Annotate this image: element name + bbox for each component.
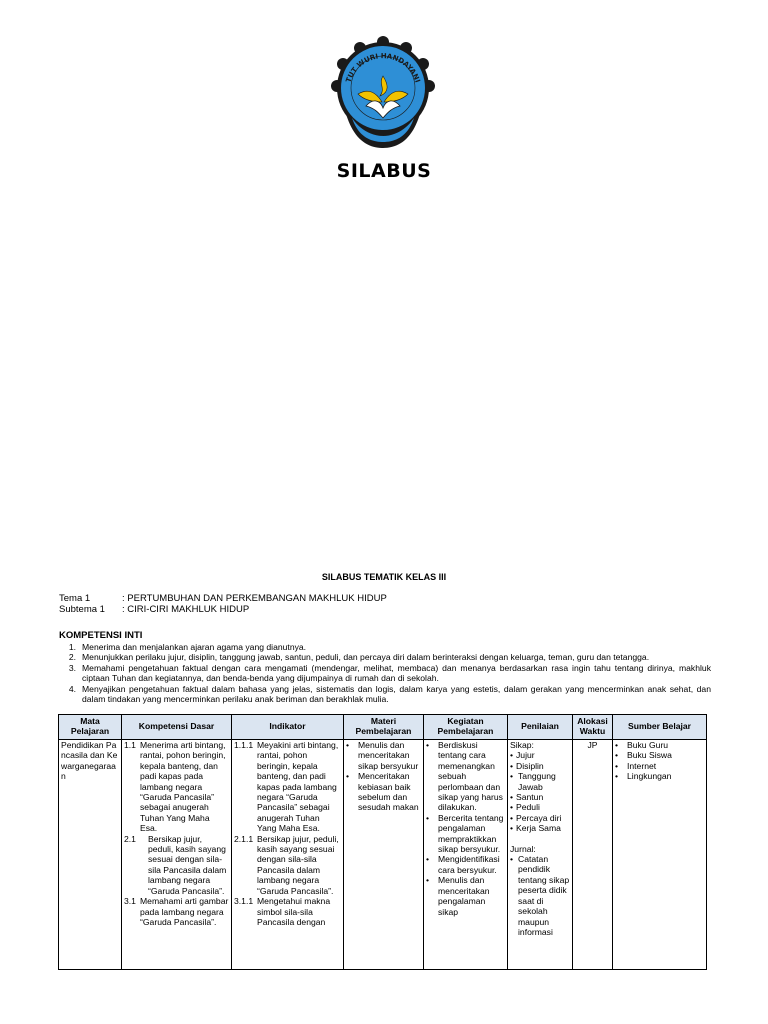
indikator-number: 3.1.1 (234, 896, 254, 907)
bullet-icon: • (510, 750, 514, 761)
sumber-text: Buku Siswa (627, 750, 672, 761)
sikap-item (510, 823, 570, 833)
indikator-item (234, 740, 341, 834)
bullet-icon: • (426, 812, 430, 823)
col-header-penilaian: Penilaian (508, 715, 573, 740)
list-item (59, 642, 711, 652)
bullet-icon: • (510, 771, 514, 782)
meta-value: : CIRI-CIRI MAKHLUK HIDUP (122, 604, 250, 615)
document-title: SILABUS TEMATIK KELAS III (321, 572, 447, 582)
indikator-item (234, 896, 341, 927)
logo-motto: TUT WURI HANDAYANI (344, 52, 422, 84)
indikator-text: Mengetahui makna simbol sila-sila Pancasila dengan (257, 896, 331, 927)
bullet-icon: • (426, 875, 430, 886)
sikap-item (510, 750, 570, 760)
col-header-kegiatan: Kegiatan Pembelajaran (424, 715, 508, 740)
silabus-table (58, 714, 707, 970)
col-header-kompetensi-dasar: Kompetensi Dasar (122, 715, 232, 740)
sumber-item (615, 761, 704, 771)
kegiatan-text: Berdiskusi tentang cara memenangkan sebuah perlombaan dan sikap yang harus dilakukan. (438, 740, 503, 813)
jurnal-text: Catatan pendidik tentang sikap peserta didik saat di sekolah maupun informasi (518, 854, 570, 937)
bullet-icon: • (510, 823, 514, 834)
kegiatan-text: Bercerita tentang pengalaman mempraktikkan sikap bersyukur. (438, 812, 504, 855)
table-header-row (59, 715, 707, 740)
cell-materi (344, 740, 424, 970)
cell-kegiatan (424, 740, 508, 970)
item-number: 1. (68, 642, 76, 652)
col-header-materi: Materi Pembelajaran (344, 715, 424, 740)
item-text: Menunjukkan perilaku jujur, disiplin, tanggung jawab, santun, peduli, dan percaya diri dalam berinteraksi dengan keluarga, teman, guru dan tetangga. (82, 652, 650, 663)
kd-number: 1.1 (124, 740, 136, 750)
cell-kompetensi-dasar (122, 740, 232, 970)
bullet-icon: • (346, 740, 350, 750)
bullet-icon: • (346, 771, 350, 782)
indikator-item (234, 834, 341, 896)
penilaian-sikap-label: Sikap: (510, 740, 534, 750)
sumber-text: Buku Guru (627, 740, 669, 750)
indikator-text: Bersikap jujur, peduli, kasih sayang sesuai dengan sila-sila Pancasila dalam lambang negara “Garuda Pancasila”. (257, 833, 339, 896)
bullet-icon: • (615, 771, 619, 782)
item-text: Memahami pengetahuan faktual dengan cara mengamati (mendengar, melihat, membaca) dan menanya berdasarkan rasa ingin tahu tentang dirinya, makhluk ciptaan Tuhan dan kegiatannya, dan benda-benda yang dijumpainya di rumah dan di sekolah. (82, 662, 711, 684)
penilaian-jurnal-label: Jurnal: (510, 843, 536, 854)
materi-text: Menulis dan menceritakan sikap bersyukur (358, 740, 419, 771)
cell-mata-pelajaran (59, 740, 122, 970)
sikap-item (510, 792, 570, 802)
jurnal-item (510, 854, 570, 937)
sikap-text: Percaya diri (516, 812, 562, 823)
bullet-icon: • (510, 792, 514, 803)
item-number: 2. (68, 652, 76, 663)
kompetensi-inti-heading: KOMPETENSI INTI (59, 630, 143, 641)
materi-item (346, 740, 421, 771)
sumber-item (615, 771, 704, 781)
list-item (59, 684, 711, 705)
col-header-sumber: Sumber Belajar (613, 715, 707, 740)
cell-indikator (232, 740, 344, 970)
sumber-item (615, 740, 704, 750)
item-text: Menyajikan pengetahuan faktual dalam bahasa yang jelas, sistematis dan logis, dalam karya yang estetis, dalam gerakan yang mencerminkan anak sehat, dan dalam tindakan yang mencerminkan perilaku anak beriman dan berakhlak mulia. (82, 683, 711, 705)
bullet-icon: • (510, 802, 514, 813)
meta-key: Subtema 1 (59, 604, 105, 615)
bullet-icon: • (510, 760, 514, 771)
meta-tema (59, 593, 387, 604)
cell-alokasi (573, 740, 613, 970)
sikap-text: Disiplin (516, 760, 544, 771)
bullet-icon: • (426, 854, 430, 865)
sikap-text: Kerja Sama (516, 823, 561, 834)
sumber-text: Lingkungan (627, 771, 672, 782)
sumber-item (615, 750, 704, 760)
kegiatan-text: Mengidentifikasi cara bersyukur. (438, 854, 500, 875)
bullet-icon: • (615, 760, 619, 771)
kd-number: 2.1 (124, 833, 136, 844)
list-item (59, 652, 711, 662)
col-header-alokasi: Alokasi Waktu (573, 715, 613, 740)
kd-item (124, 834, 229, 896)
kegiatan-item (426, 854, 505, 875)
col-header-indikator: Indikator (232, 715, 344, 740)
col-header-mata-pelajaran: Mata Pelajaran (59, 715, 122, 740)
bullet-icon: • (615, 750, 619, 761)
alokasi-text: JP (587, 740, 598, 750)
sikap-item (510, 802, 570, 812)
sikap-text: Jujur (516, 750, 535, 761)
bullet-icon: • (510, 812, 514, 823)
materi-text: Menceritakan kebiasan baik sebelum dan sesudah makan (358, 771, 419, 813)
kegiatan-text: Menulis dan menceritakan pengalaman sikap (438, 875, 490, 917)
kd-text: Menerima arti bintang, rantai, pohon beringin, kepala banteng, dan padi kapas pada lambang negara “Garuda Pancasila” sebagai anugerah Tuhan Yang Maha Esa. (140, 740, 226, 834)
item-number: 3. (68, 662, 76, 673)
mata-pelajaran-text: Pendidikan Pancasila dan Kewarganegaraan (61, 740, 118, 782)
indikator-number: 1.1.1 (234, 740, 254, 750)
meta-subtema (59, 604, 249, 615)
kegiatan-item (426, 740, 505, 813)
kd-item (124, 896, 229, 927)
cell-penilaian (508, 740, 573, 970)
cover-title: SILABUS (336, 160, 432, 182)
meta-value: : PERTUMBUHAN DAN PERKEMBANGAN MAKHLUK HIDUP (122, 593, 387, 604)
indikator-number: 2.1.1 (234, 833, 254, 844)
bullet-icon: • (510, 854, 514, 865)
sikap-item (510, 761, 570, 771)
item-number: 4. (68, 683, 76, 694)
kd-text: Memahami arti gambar pada lambang negara “Garuda Pancasila”. (140, 896, 229, 927)
bullet-icon: • (426, 740, 430, 750)
cell-sumber (613, 740, 707, 970)
item-text: Menerima dan menjalankan ajaran agama yang dianutnya. (82, 642, 307, 652)
sikap-item (510, 771, 570, 792)
materi-item (346, 771, 421, 813)
sikap-text: Tanggung Jawab (518, 771, 556, 792)
sikap-text: Peduli (516, 802, 540, 813)
sikap-item (510, 813, 570, 823)
kd-item (124, 740, 229, 834)
tut-wuri-handayani-logo-icon (328, 36, 438, 154)
meta-key: Tema 1 (59, 593, 91, 604)
kd-number: 3.1 (124, 896, 136, 907)
kegiatan-item (426, 813, 505, 855)
sikap-text: Santun (516, 792, 544, 803)
kegiatan-item (426, 875, 505, 917)
sumber-text: Internet (627, 760, 657, 771)
list-item (59, 663, 711, 684)
indikator-text: Meyakini arti bintang, rantai, pohon beringin, kepala banteng, dan padi kapas pada lambang negara “Garuda Pancasila” sebagai anugerah Tuhan Yang Maha Esa. (257, 740, 339, 834)
table-row (59, 740, 707, 970)
bullet-icon: • (615, 740, 619, 750)
kd-text: Bersikap jujur, peduli, kasih sayang sesuai dengan sila-sila Pancasila dalam lambang negara “Garuda Pancasila”. (148, 833, 227, 896)
kompetensi-inti-list (59, 642, 711, 704)
